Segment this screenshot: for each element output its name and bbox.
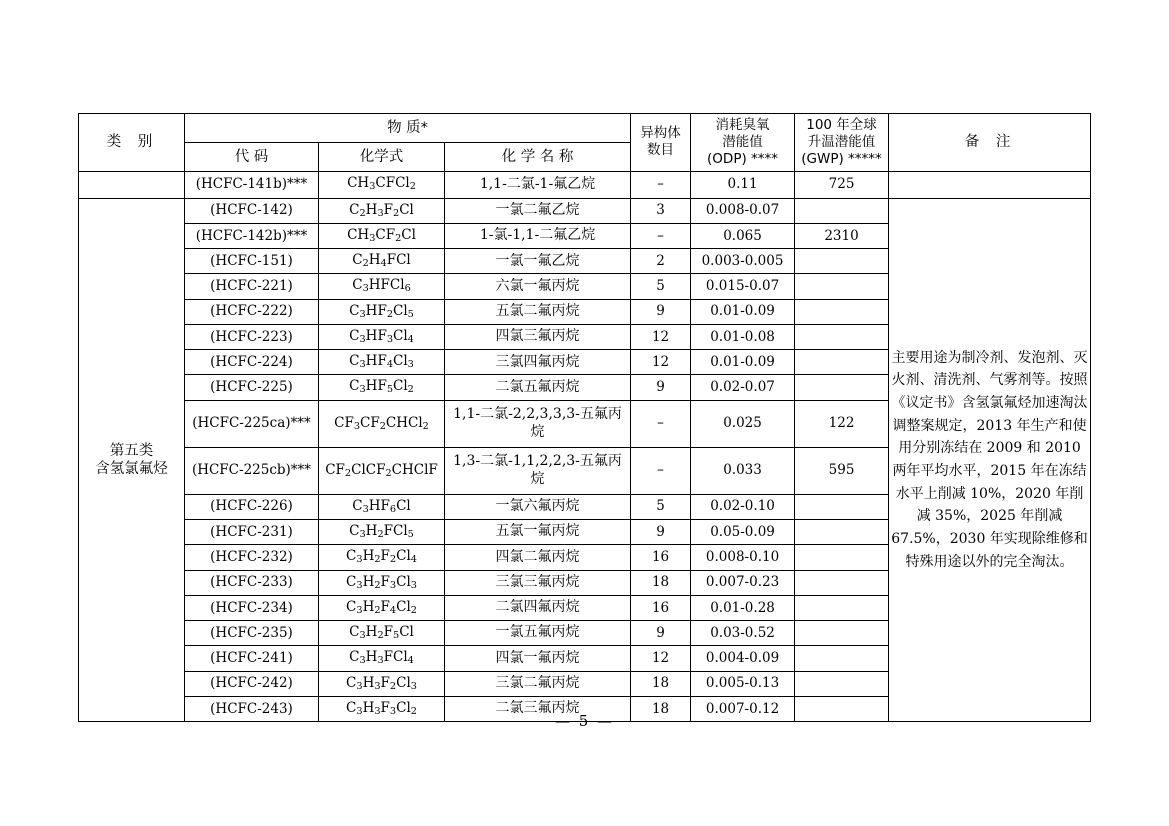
header-gwp-line3: (GWP) ***** (801, 150, 882, 167)
header-gwp-line1: 100 年全球 (806, 117, 877, 133)
row-formula: $C_3H_2F_2Cl_4$ (319, 545, 445, 570)
row-code: (HCFC-241) (185, 646, 319, 671)
header-formula (319, 142, 445, 171)
page-number: — 5 — (554, 712, 615, 730)
row-gwp: 725 (795, 171, 889, 198)
row-chemical-name: 一氯一氟乙烷 (445, 249, 631, 274)
row-isomers: – (631, 223, 691, 248)
row-code: (HCFC-222) (185, 299, 319, 324)
row-chemical-name: 二氯四氟丙烷 (445, 595, 631, 620)
row-gwp (795, 350, 889, 375)
row-gwp (795, 595, 889, 620)
row-gwp (795, 494, 889, 519)
header-remarks-label: 备 注 (964, 134, 1017, 151)
row-code: (HCFC-234) (185, 595, 319, 620)
row-chemical-name: 三氯四氟丙烷 (445, 350, 631, 375)
substance-table (78, 113, 1091, 722)
row-code: (HCFC-225ca)*** (185, 400, 319, 447)
header-chemical-name (445, 142, 631, 171)
category-label-line2: 含氢氯氟烃 (95, 460, 168, 477)
row-odp: 0.01-0.09 (691, 299, 795, 324)
header-gwp-line2: 升温潜能值 (807, 133, 876, 150)
row-chemical-name: 四氯二氟丙烷 (445, 545, 631, 570)
row-formula: $C_3HFCl_6$ (319, 274, 445, 299)
row-isomers: 12 (631, 646, 691, 671)
row-code: (HCFC-223) (185, 324, 319, 349)
row-isomers: 12 (631, 324, 691, 349)
row-odp: 0.01-0.08 (691, 324, 795, 349)
row-gwp (795, 545, 889, 570)
header-category-label: 类 别 (106, 134, 159, 151)
row-chemical-name: 五氯二氟丙烷 (445, 299, 631, 324)
row-code: (HCFC-232) (185, 545, 319, 570)
header-odp-line1: 消耗臭氧 (715, 117, 770, 133)
header-odp-line3: (ODP) **** (707, 150, 779, 167)
row-formula: $CH_3CFCl_2$ (319, 171, 445, 198)
row-gwp: 595 (795, 447, 889, 494)
row-odp: 0.11 (691, 171, 795, 198)
row-odp: 0.015-0.07 (691, 274, 795, 299)
row-odp: 0.01-0.09 (691, 350, 795, 375)
row-isomers: 18 (631, 696, 691, 721)
header-row-1 (79, 114, 1091, 143)
category-label-line1: 第五类 (109, 442, 154, 459)
row-odp: 0.05-0.09 (691, 520, 795, 545)
row-formula: $C_3H_2F_5Cl$ (319, 621, 445, 646)
header-chemical-name-label: 化 学 名 称 (501, 148, 574, 165)
row-gwp: 2310 (795, 223, 889, 248)
row-chemical-name: 一氯五氟丙烷 (445, 621, 631, 646)
table-row (79, 198, 1091, 223)
row-gwp: 122 (795, 400, 889, 447)
row-code: (HCFC-226) (185, 494, 319, 519)
row-code: (HCFC-242) (185, 671, 319, 696)
row-odp: 0.01-0.28 (691, 595, 795, 620)
row-isomers: – (631, 400, 691, 447)
header-odp-line2: 潜能值 (722, 133, 763, 150)
row-formula: $CF_2ClCF_2CHClF$ (319, 447, 445, 494)
row-chemical-name: 一氯六氟丙烷 (445, 494, 631, 519)
row-odp: 0.007-0.23 (691, 570, 795, 595)
row-code: (HCFC-224) (185, 350, 319, 375)
row-formula: $C_3HF_4Cl_3$ (319, 350, 445, 375)
row-code: (HCFC-142b)*** (185, 223, 319, 248)
row-gwp (795, 520, 889, 545)
row-formula: $C_3H_2FCl_5$ (319, 520, 445, 545)
header-isomers-line2: 数目 (647, 142, 675, 159)
row-chemical-name: 1,1-二氯-1-氟乙烷 (445, 171, 631, 198)
row-isomers: 9 (631, 520, 691, 545)
table-row (79, 171, 1091, 198)
row-odp: 0.005-0.13 (691, 671, 795, 696)
row-isomers: 9 (631, 375, 691, 400)
row-code: (HCFC-151) (185, 249, 319, 274)
header-odp (691, 114, 795, 172)
row-chemical-name: 1,1-二氯-2,2,3,3,3-五氟丙烷 (445, 400, 631, 447)
row-formula: $C_3HF_2Cl_5$ (319, 299, 445, 324)
row-odp: 0.02-0.10 (691, 494, 795, 519)
row-odp: 0.004-0.09 (691, 646, 795, 671)
row-gwp (795, 249, 889, 274)
row-code: (HCFC-221) (185, 274, 319, 299)
row-isomers: 9 (631, 299, 691, 324)
header-remarks (889, 114, 1091, 172)
header-substance-label: 物 质* (387, 119, 428, 136)
row-odp: 0.03-0.52 (691, 621, 795, 646)
row-odp: 0.007-0.12 (691, 696, 795, 721)
row-formula: $C_3H_2F_4Cl_2$ (319, 595, 445, 620)
row-gwp (795, 324, 889, 349)
row-formula: $C_3HF_5Cl_2$ (319, 375, 445, 400)
row-gwp (795, 570, 889, 595)
header-isomers-line1: 异构体 (640, 125, 681, 142)
row-formula: $CF_3CF_2CHCl_2$ (319, 400, 445, 447)
row-category (79, 198, 185, 722)
row-formula: $CH_3CF_2Cl$ (319, 223, 445, 248)
substance-table-wrapper (78, 113, 1090, 722)
row-code: (HCFC-231) (185, 520, 319, 545)
row-isomers: 12 (631, 350, 691, 375)
row-gwp (795, 621, 889, 646)
row-isomers: 18 (631, 671, 691, 696)
row-chemical-name: 六氯一氟丙烷 (445, 274, 631, 299)
header-category (79, 114, 185, 172)
row-gwp (795, 375, 889, 400)
row-formula: $C_3H_3F_2Cl_3$ (319, 671, 445, 696)
row-remarks-empty (889, 171, 1091, 198)
row-code: (HCFC-235) (185, 621, 319, 646)
row-isomers: 5 (631, 274, 691, 299)
row-chemical-name: 五氯一氟丙烷 (445, 520, 631, 545)
row-chemical-name: 三氯三氟丙烷 (445, 570, 631, 595)
row-chemical-name: 1-氯-1,1-二氟乙烷 (445, 223, 631, 248)
row-chemical-name: 四氯一氟丙烷 (445, 646, 631, 671)
row-formula: $C_2H_4FCl$ (319, 249, 445, 274)
row-odp: 0.025 (691, 400, 795, 447)
row-odp: 0.065 (691, 223, 795, 248)
row-gwp (795, 646, 889, 671)
row-formula: $C_3HF_6Cl$ (319, 494, 445, 519)
row-category-empty (79, 171, 185, 198)
row-isomers: – (631, 447, 691, 494)
row-chemical-name: 三氯二氟丙烷 (445, 671, 631, 696)
table-body (79, 171, 1091, 722)
row-formula: $C_3H_2F_3Cl_3$ (319, 570, 445, 595)
row-isomers: 16 (631, 595, 691, 620)
row-odp: 0.033 (691, 447, 795, 494)
row-code: (HCFC-225cb)*** (185, 447, 319, 494)
row-gwp (795, 671, 889, 696)
row-chemical-name: 一氯二氟乙烷 (445, 198, 631, 223)
row-odp: 0.02-0.07 (691, 375, 795, 400)
row-code: (HCFC-243) (185, 696, 319, 721)
row-chemical-name: 四氯三氟丙烷 (445, 324, 631, 349)
header-code (185, 142, 319, 171)
row-odp: 0.003-0.005 (691, 249, 795, 274)
header-substance (185, 114, 631, 143)
header-code-label: 代 码 (234, 148, 269, 165)
row-formula: $C_2H_3F_2Cl$ (319, 198, 445, 223)
header-formula-label: 化学式 (359, 148, 404, 165)
row-gwp (795, 198, 889, 223)
row-isomers: 2 (631, 249, 691, 274)
row-isomers: 18 (631, 570, 691, 595)
row-isomers: – (631, 171, 691, 198)
row-formula: $C_3HF_3Cl_4$ (319, 324, 445, 349)
row-odp: 0.008-0.07 (691, 198, 795, 223)
header-isomers (631, 114, 691, 172)
row-code: (HCFC-233) (185, 570, 319, 595)
row-gwp (795, 274, 889, 299)
row-chemical-name: 二氯三氟丙烷 (445, 696, 631, 721)
row-isomers: 9 (631, 621, 691, 646)
row-odp: 0.008-0.10 (691, 545, 795, 570)
row-code: (HCFC-141b)*** (185, 171, 319, 198)
row-gwp (795, 299, 889, 324)
row-isomers: 5 (631, 494, 691, 519)
table-header (79, 114, 1091, 172)
row-code: (HCFC-142) (185, 198, 319, 223)
header-gwp (795, 114, 889, 172)
row-chemical-name: 二氯五氟丙烷 (445, 375, 631, 400)
row-isomers: 3 (631, 198, 691, 223)
row-remarks: 主要用途为制冷剂、发泡剂、灭火剂、清洗剂、气雾剂等。按照《议定书》含氢氯氟烃加速淘汰调整案规定，2013 年生产和使用分别冻结在 2009 和 2010 两年平均水平，2015 年在冻结水平上削减 10%，2020 年削减 35%，2025 年削减 67.5%，2030 年实现除维修和特殊用途以外的完全淘汰。 (889, 198, 1091, 722)
row-formula: $C_3H_3FCl_4$ (319, 646, 445, 671)
row-isomers: 16 (631, 545, 691, 570)
row-code: (HCFC-225) (185, 375, 319, 400)
row-chemical-name: 1,3-二氯-1,1,2,2,3-五氟丙烷 (445, 447, 631, 494)
row-formula: $C_3H_3F_3Cl_2$ (319, 696, 445, 721)
